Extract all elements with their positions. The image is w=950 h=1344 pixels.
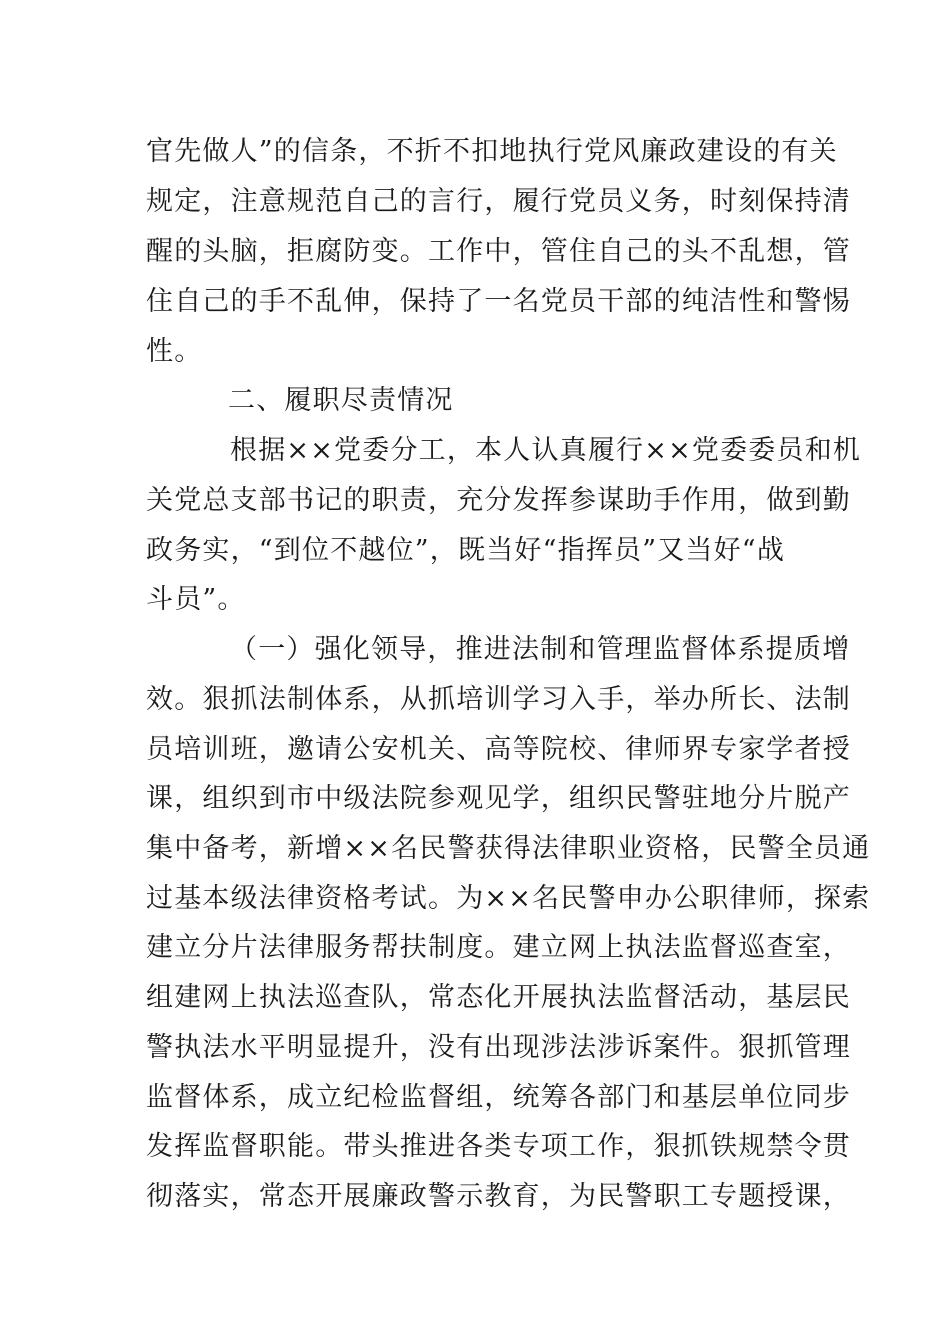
body-text-line: 关党总支部书记的职责，充分发挥参谋助手作用，做到勤: [146, 485, 851, 516]
body-text-line: 组建网上执法巡查队，常态化开展执法监督活动，基层民: [146, 982, 851, 1013]
body-text-line: 建立分片法律服务帮扶制度。建立网上执法监督巡查室，: [146, 932, 851, 963]
body-text-line: 集中备考，新增××名民警获得法律职业资格，民警全员通: [146, 833, 871, 864]
body-text-line: 课，组织到市中级法院参观见学，组织民警驻地分片脱产: [146, 783, 851, 814]
body-text-line: 规定，注意规范自己的言行，履行党员义务，时刻保持清: [146, 186, 851, 217]
body-text-line: 员培训班，邀请公安机关、高等院校、律师界专家学者授: [146, 734, 851, 765]
section-heading: 二、履职尽责情况: [228, 385, 454, 416]
body-text-line: 发挥监督职能。带头推进各类专项工作，狠抓铁规禁令贯: [146, 1131, 851, 1162]
body-text-line: 住自己的手不乱伸，保持了一名党员干部的纯洁性和警惕: [146, 286, 851, 317]
body-text-line: 警执法水平明显提升，没有出现涉法涉诉案件。狠抓管理: [146, 1032, 851, 1063]
body-text-line: 根据××党委分工，本人认真履行××党委委员和机: [230, 435, 862, 466]
body-text-line: 官先做人”的信条，不折不扣地执行党风廉政建设的有关: [146, 136, 838, 167]
body-text-line: 彻落实，常态开展廉政警示教育，为民警职工专题授课，: [146, 1181, 851, 1212]
body-text-line: 效。狠抓法制体系，从抓培训学习入手，举办所长、法制: [146, 684, 851, 715]
body-text-line: 政务实，“到位不越位”，既当好“指挥员”又当好“战: [146, 535, 786, 566]
subsection-heading-line: （一）强化领导，推进法制和管理监督体系提质增: [230, 634, 851, 665]
body-text-line: 醒的头脑，拒腐防变。工作中，管住自己的头不乱想，管: [146, 236, 851, 267]
body-text-line: 监督体系，成立纪检监督组，统筹各部门和基层单位同步: [146, 1082, 851, 1113]
body-text-line: 过基本级法律资格考试。为××名民警申办公职律师，探索: [146, 883, 871, 914]
body-text-line: 性。: [146, 336, 203, 367]
body-text-line: 斗员”。: [146, 584, 246, 615]
